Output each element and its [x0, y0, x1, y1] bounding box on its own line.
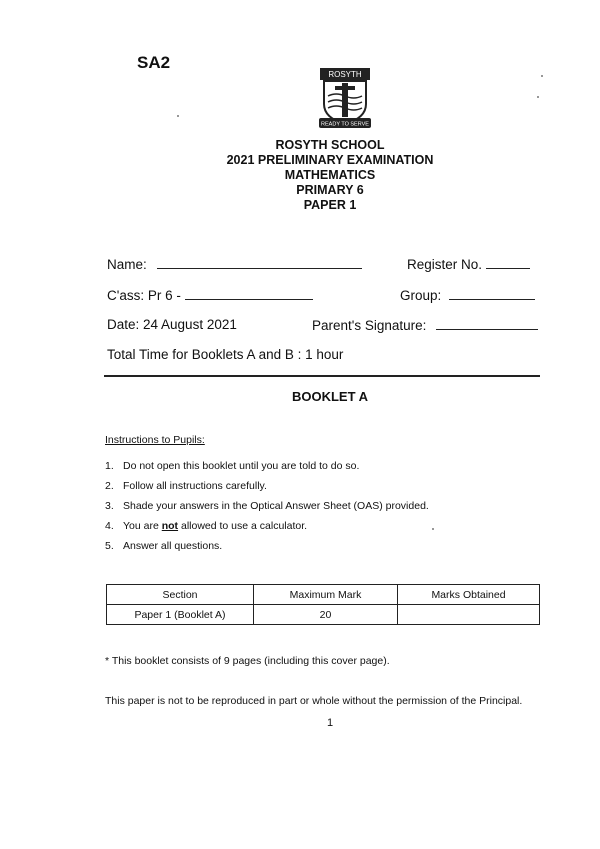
- table-cell: Paper 1 (Booklet A): [107, 605, 254, 625]
- school-name: ROSYTH SCHOOL: [275, 138, 385, 152]
- name-blank: [157, 256, 362, 269]
- scan-speck: [432, 528, 434, 530]
- table-row: [107, 605, 540, 625]
- signature-field: [312, 317, 538, 333]
- group-field: [400, 287, 535, 303]
- subject-title: MATHEMATICS: [284, 168, 376, 182]
- page-count-note: * This booklet consists of 9 pages (including this cover page).: [105, 655, 390, 667]
- marks-table: [106, 584, 540, 625]
- page-number: 1: [326, 717, 334, 729]
- divider-line: [104, 375, 540, 377]
- date-field: Date: 24 August 2021: [107, 317, 237, 332]
- table-cell: 20: [254, 605, 398, 625]
- name-label: Name:: [107, 257, 147, 272]
- school-crest-logo: [318, 66, 372, 130]
- instruction-item: 5. Answer all questions.: [105, 540, 223, 552]
- register-field: [407, 256, 530, 272]
- scan-speck: [177, 115, 179, 117]
- group-blank: [449, 287, 535, 300]
- table-header: Marks Obtained: [398, 585, 540, 605]
- class-field: [107, 287, 313, 303]
- exam-title: 2021 PRELIMINARY EXAMINATION: [226, 153, 434, 167]
- scan-speck: [541, 75, 543, 77]
- instructions-title: Instructions to Pupils:: [105, 434, 205, 446]
- paper-tag: SA2: [137, 53, 171, 72]
- instruction-item: 3. Shade your answers in the Optical Answer Sheet (OAS) provided.: [105, 500, 429, 512]
- register-blank: [486, 256, 530, 269]
- table-header: Maximum Mark: [254, 585, 398, 605]
- level-title: PRIMARY 6: [296, 183, 364, 197]
- instruction-item: 1. Do not open this booklet until you are told to do so.: [105, 460, 360, 472]
- paper-title: PAPER 1: [303, 198, 357, 212]
- table-header: Section: [107, 585, 254, 605]
- group-label: Group:: [400, 288, 442, 303]
- total-time: Total Time for Booklets A and B : 1 hour: [107, 347, 344, 362]
- class-blank: [185, 287, 313, 300]
- name-field: [107, 256, 362, 272]
- instruction-item: 2. Follow all instructions carefully.: [105, 480, 267, 492]
- register-label: Register No.: [407, 257, 483, 272]
- booklet-title: BOOKLET A: [291, 389, 369, 404]
- emphasis-not: not: [161, 520, 179, 532]
- scan-speck: [537, 96, 539, 98]
- table-cell: [398, 605, 540, 625]
- table-header-row: [107, 585, 540, 605]
- class-label: C'ass: Pr 6 -: [107, 288, 181, 303]
- signature-blank: [436, 317, 538, 330]
- svg-text:ROSYTH: ROSYTH: [328, 70, 362, 79]
- signature-label: Parent's Signature:: [312, 318, 427, 333]
- svg-text:READY TO SERVE: READY TO SERVE: [321, 121, 369, 128]
- instruction-item: 4. You are not allowed to use a calculator.: [105, 520, 308, 532]
- permission-notice: This paper is not to be reproduced in part or whole without the permission of the Principal.: [105, 695, 523, 707]
